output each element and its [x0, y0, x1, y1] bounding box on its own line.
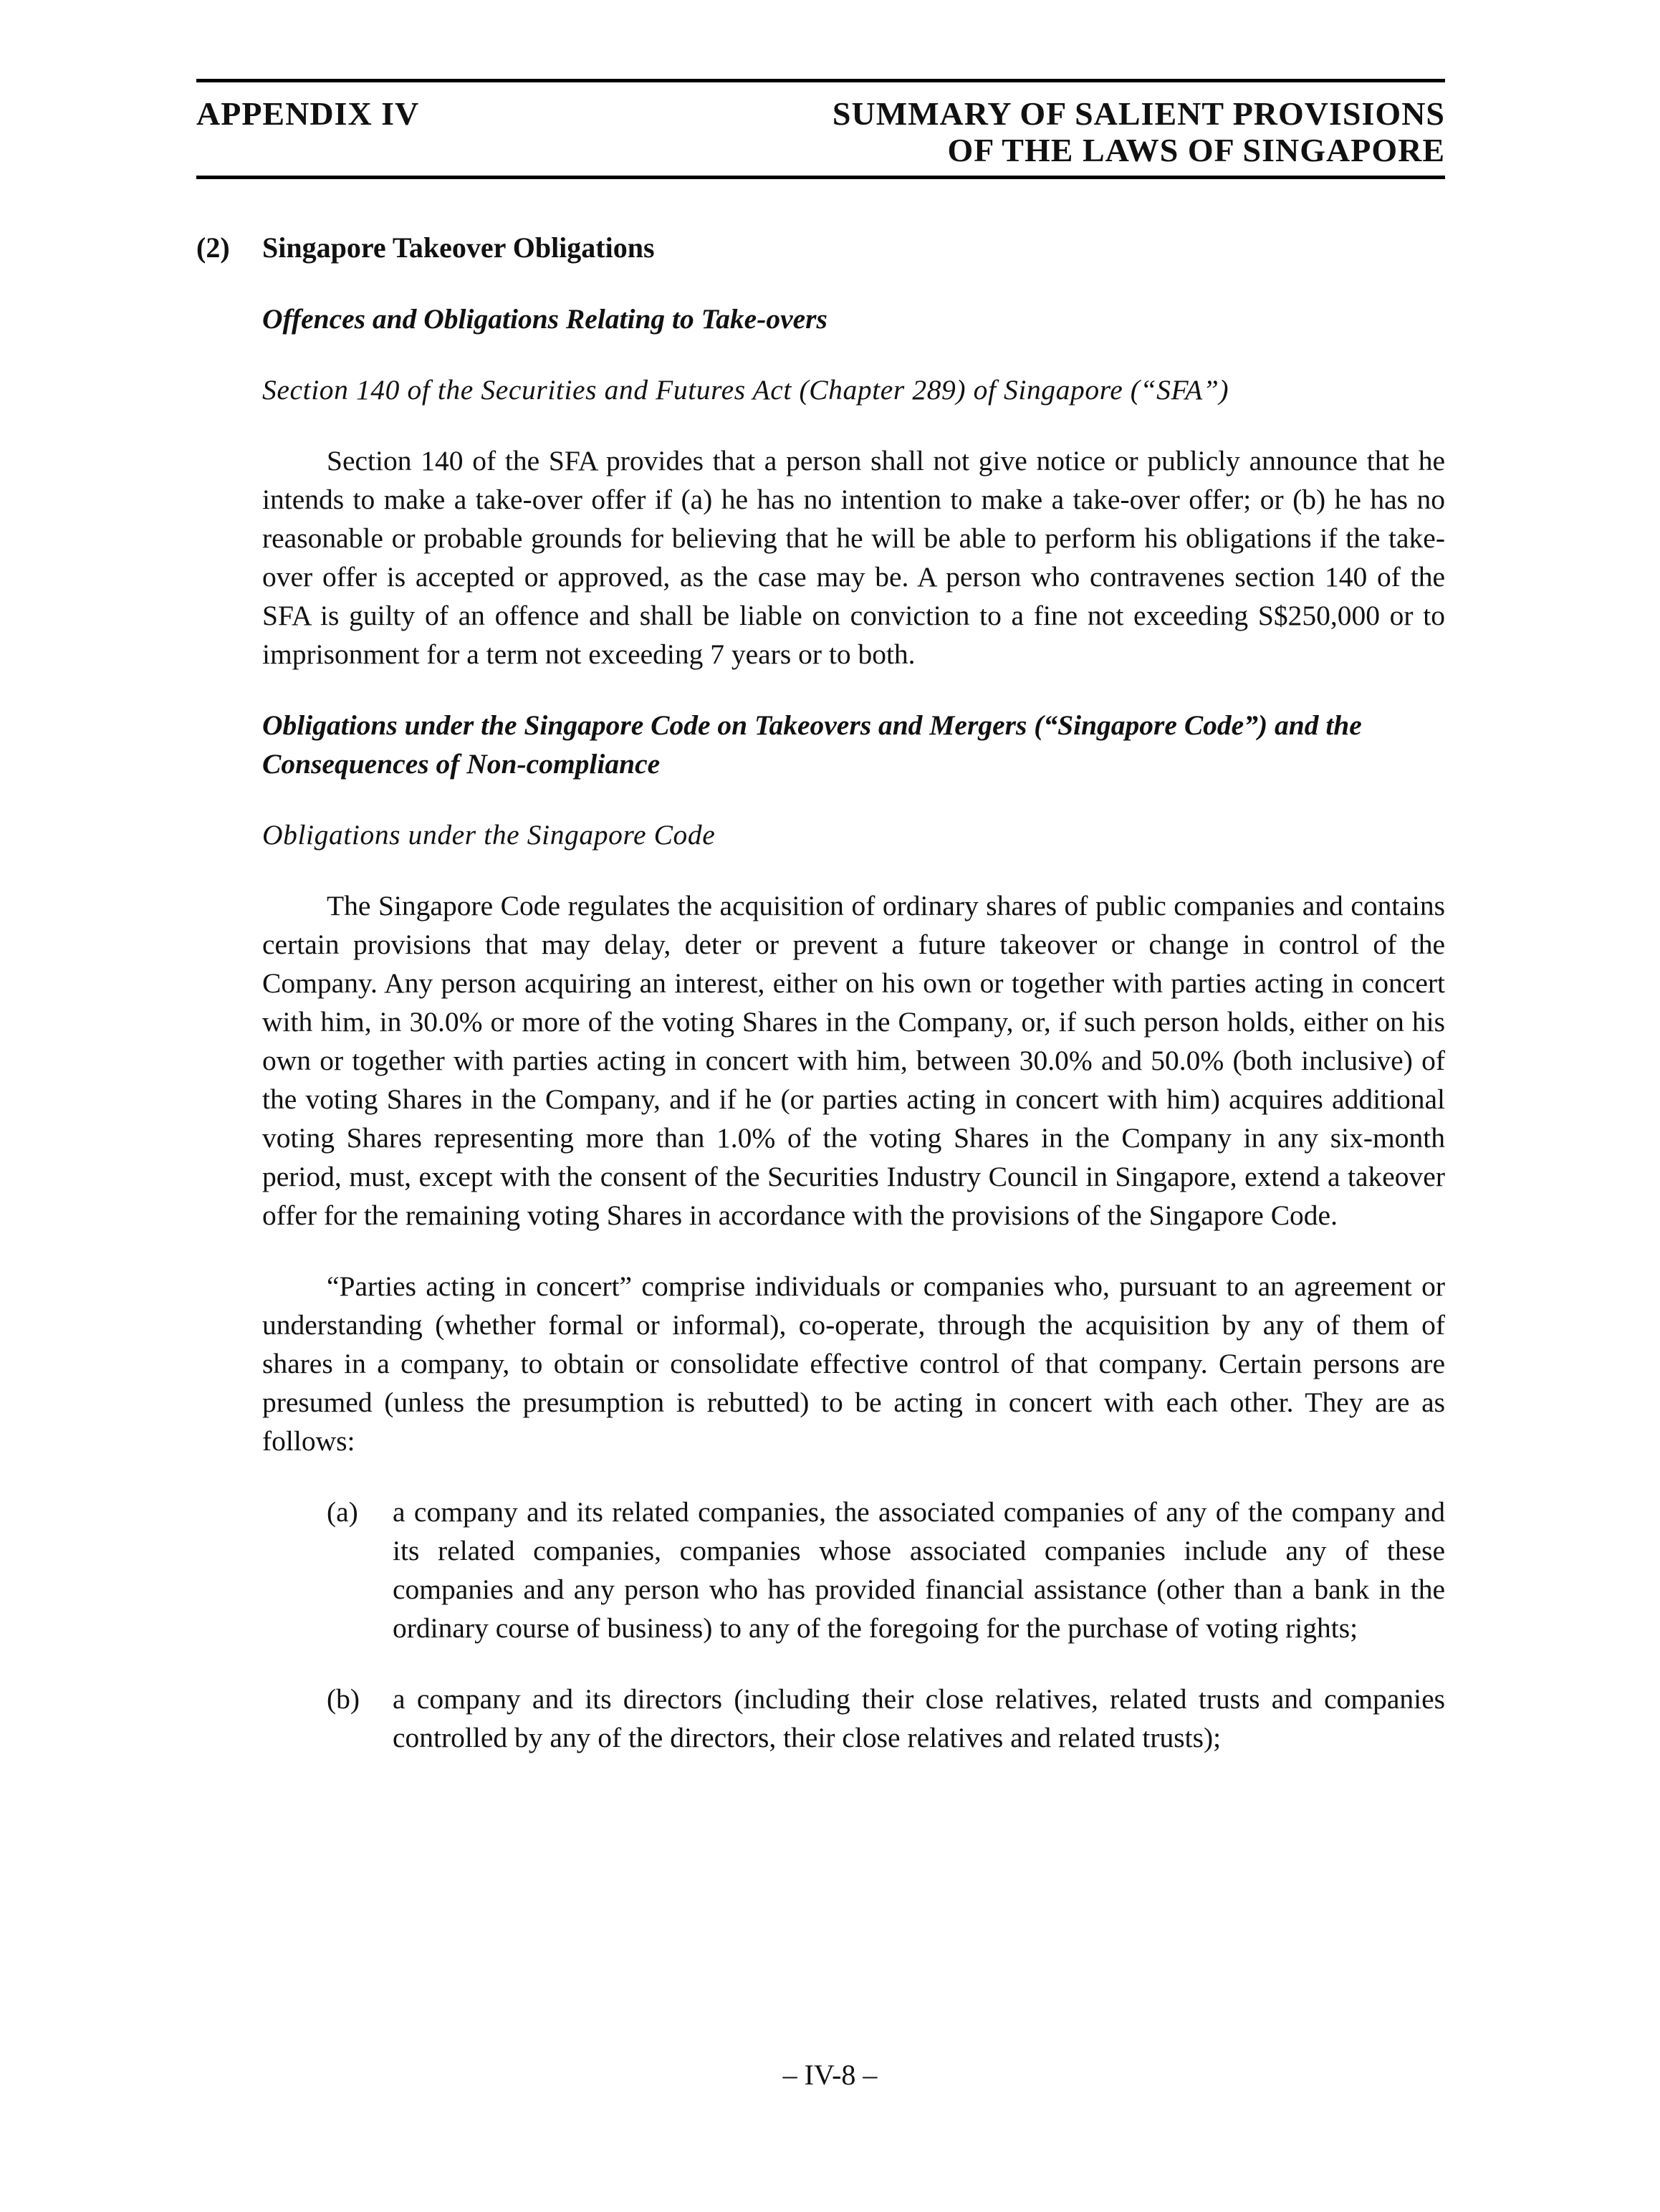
- heading-singapore-code: Obligations under the Singapore Code on Takeovers and Mergers (“Singapore Code”) and the Consequences of Non-compliance: [262, 709, 1362, 780]
- header-title-line-2: OF THE LAWS OF SINGAPORE: [947, 132, 1445, 168]
- paragraph-parties-in-concert: “Parties acting in concert” comprise individuals or companies who, pursuant to an agreement or understanding (whether formal or informal), co-operate, through the acquisition by any of them of shares in a company, to obtain or consolidate effective control of that company. Certain persons are presumed (unless the presumption is rebutted) to be acting in concert with each other. They are as follows:: [262, 1270, 1445, 1457]
- list-item-text: a company and its related companies, the associated companies of any of the company and its related companies, companies whose associated companies include any of these companies and any person who has provided financial assistance (other than a bank in the ordinary course of business) to any of the foregoing for the purchase of voting rights;: [393, 1496, 1445, 1644]
- section-number: (2): [196, 231, 230, 264]
- page-number: – IV-8 –: [782, 2059, 878, 2091]
- list-item-text: a company and its directors (including their close relatives, related trusts and companies controlled by any of the directors, their close relatives and related trusts);: [393, 1683, 1445, 1753]
- heading-offences: Offences and Obligations Relating to Take-overs: [262, 303, 827, 335]
- header-title-line-1: SUMMARY OF SALIENT PROVISIONS: [832, 95, 1445, 132]
- header-title: [833, 95, 1445, 168]
- list-item: [327, 1680, 1445, 1757]
- list-item-label: (b): [327, 1683, 360, 1715]
- paragraph-singapore-code: The Singapore Code regulates the acquisition of ordinary shares of public companies and contains certain provisions that may delay, deter or prevent a future takeover or change in control of the Company. Any person acquiring an interest, either on his own or together with parties acting in concert with him, in 30.0% or more of the voting Shares in the Company, or, if such person holds, either on his own or together with parties acting in concert with him, between 30.0% and 50.0% (both inclusive) of the voting Shares in the Company, and if he (or parties acting in concert with him) acquires additional voting Shares representing more than 1.0% of the voting Shares in the Company in any six-month period, must, except with the consent of the Securities Industry Council in Singapore, extend a takeover offer for the remaining voting Shares in accordance with the provisions of the Singapore Code.: [262, 890, 1445, 1231]
- heading-code-obligations: Obligations under the Singapore Code: [262, 819, 716, 851]
- section-title: Singapore Takeover Obligations: [262, 231, 655, 264]
- heading-section-140: Section 140 of the Securities and Futures Act (Chapter 289) of Singapore (“SFA”): [262, 374, 1229, 406]
- list-item-label: (a): [327, 1496, 358, 1528]
- header-top-rule: [196, 79, 1445, 82]
- header-bottom-rule: [196, 176, 1445, 179]
- paragraph-section-140: Section 140 of the SFA provides that a person shall not give notice or publicly announce that he intends to make a take-over offer if (a) he has no intention to make a take-over offer; or (b) he has no reasonable or probable grounds for believing that he will be able to perform his obligations if the take-over offer is accepted or approved, as the case may be. A person who contravenes section 140 of the SFA is guilty of an offence and shall be liable on conviction to a fine not exceeding S$250,000 or to imprisonment for a term not exceeding 7 years or to both.: [262, 445, 1445, 670]
- section-heading: [196, 231, 655, 265]
- list-item: [327, 1493, 1445, 1647]
- document-body: [262, 300, 1445, 1789]
- appendix-label: APPENDIX IV: [196, 95, 420, 132]
